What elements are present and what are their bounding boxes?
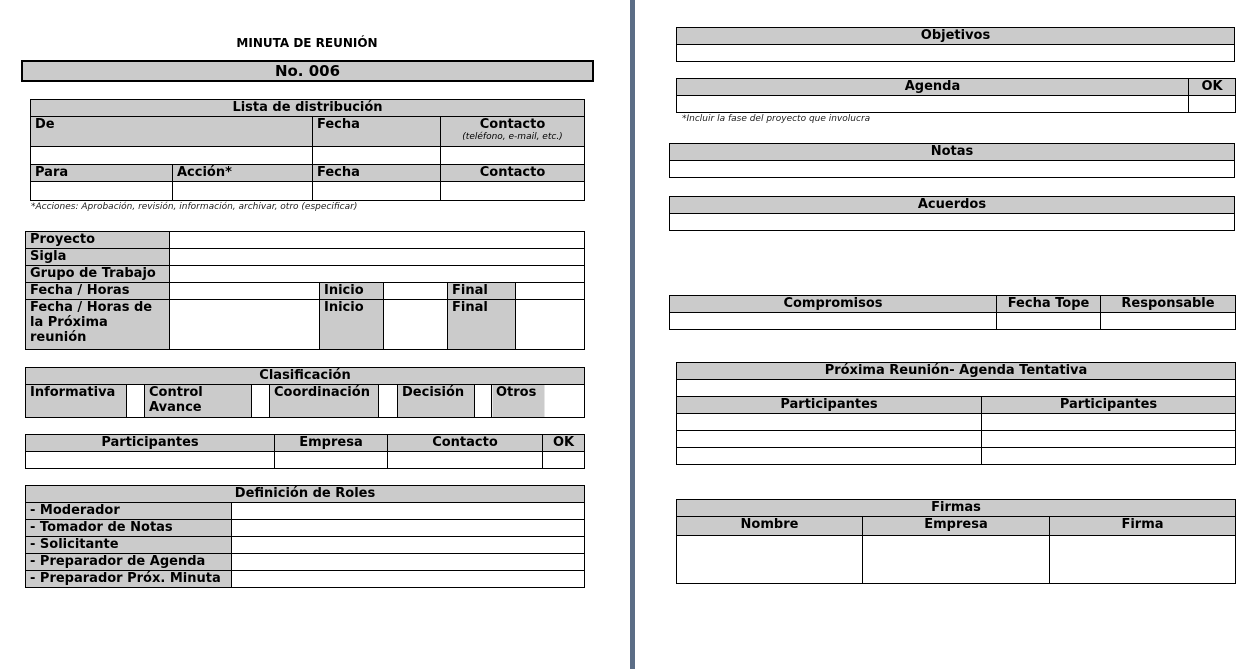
decision-label: Decisión	[398, 385, 475, 418]
next-meeting-table	[676, 362, 1236, 465]
agenda-cell[interactable]	[677, 96, 1189, 113]
contact-header: Contacto	[388, 435, 543, 452]
role-next-minute-label: - Preparador Próx. Minuta	[26, 571, 232, 588]
agreements-table	[669, 196, 1235, 231]
control-label: Control Avance	[145, 385, 252, 418]
participants1-header: Participantes	[677, 397, 982, 414]
agenda-ok-header: OK	[1189, 79, 1236, 96]
decision-checkbox[interactable]	[475, 385, 492, 418]
company-cell[interactable]	[275, 452, 388, 469]
date-header: Fecha	[313, 117, 441, 147]
commitments-header: Compromisos	[670, 296, 997, 313]
objectives-table	[676, 27, 1235, 62]
objectives-title: Objetivos	[677, 28, 1235, 45]
participant-cell[interactable]	[26, 452, 275, 469]
notes-title: Notas	[670, 144, 1235, 161]
control-checkbox[interactable]	[252, 385, 270, 418]
participants2-header: Participantes	[982, 397, 1236, 414]
company-header: Empresa	[863, 517, 1050, 536]
participant-row-cell[interactable]	[982, 448, 1236, 465]
page-divider	[630, 0, 635, 669]
signature-header: Firma	[1050, 517, 1236, 536]
name-header: Nombre	[677, 517, 863, 536]
signature-cell[interactable]	[1050, 536, 1236, 584]
coordination-label: Coordinación	[270, 385, 379, 418]
participant-row-cell[interactable]	[982, 431, 1236, 448]
notes-table	[669, 143, 1235, 178]
actions-note: *Acciones: Aprobación, revisión, información, archivar, otro (especificar)	[31, 202, 358, 212]
classification-title: Clasificación	[26, 368, 585, 385]
role-next-minute-value[interactable]	[232, 571, 585, 588]
participants-header: Participantes	[26, 435, 275, 452]
to-cell[interactable]	[31, 182, 173, 201]
minute-number: No. 006	[21, 60, 594, 82]
role-agenda-label: - Preparador de Agenda	[26, 554, 232, 571]
role-requester-label: - Solicitante	[26, 537, 232, 554]
to-header: Para	[31, 165, 173, 182]
project-value[interactable]	[170, 232, 585, 249]
agreements-cell[interactable]	[670, 214, 1235, 231]
deadline-header: Fecha Tope	[997, 296, 1101, 313]
coordination-checkbox[interactable]	[379, 385, 398, 418]
date-cell[interactable]	[313, 147, 441, 165]
contact-cell[interactable]	[388, 452, 543, 469]
participant-row-cell[interactable]	[982, 414, 1236, 431]
next-meeting-agenda-cell[interactable]	[677, 380, 1236, 397]
signatures-table	[676, 499, 1236, 584]
classification-table	[25, 367, 585, 418]
document-title: MINUTA DE REUNIÓN	[236, 36, 378, 50]
agenda-table	[676, 78, 1236, 113]
workgroup-label: Grupo de Trabajo	[26, 266, 170, 283]
agenda-ok-cell[interactable]	[1189, 96, 1236, 113]
notes-cell[interactable]	[670, 161, 1235, 178]
contact-cell[interactable]	[441, 147, 585, 165]
role-notetaker-label: - Tomador de Notas	[26, 520, 232, 537]
objectives-cell[interactable]	[677, 45, 1235, 62]
action-cell[interactable]	[173, 182, 313, 201]
ok-header: OK	[543, 435, 585, 452]
acronym-value[interactable]	[170, 249, 585, 266]
company-header: Empresa	[275, 435, 388, 452]
contact2-header: Contacto	[441, 165, 585, 182]
participant-row-cell[interactable]	[677, 431, 982, 448]
role-moderator-label: - Moderador	[26, 503, 232, 520]
contact-subtitle: (teléfono, e-mail, etc.)	[462, 132, 563, 142]
roles-table	[25, 485, 585, 588]
responsible-header: Responsable	[1101, 296, 1236, 313]
commitments-table	[669, 295, 1236, 330]
others-label[interactable]: Otros	[492, 385, 585, 418]
role-agenda-value[interactable]	[232, 554, 585, 571]
ok-cell[interactable]	[543, 452, 585, 469]
participant-row-cell[interactable]	[677, 448, 982, 465]
agenda-title: Agenda	[677, 79, 1189, 96]
agreements-title: Acuerdos	[670, 197, 1235, 214]
commitment-cell[interactable]	[670, 313, 997, 330]
role-requester-value[interactable]	[232, 537, 585, 554]
from-header: De	[31, 117, 313, 147]
role-notetaker-value[interactable]	[232, 520, 585, 537]
project-label: Proyecto	[26, 232, 170, 249]
responsible-cell[interactable]	[1101, 313, 1236, 330]
workgroup-value[interactable]	[170, 266, 585, 283]
informative-label: Informativa	[26, 385, 127, 418]
deadline-cell[interactable]	[997, 313, 1101, 330]
next-meeting-label: Fecha / Horas de la Próxima reunión	[26, 300, 170, 350]
project-info-table	[25, 231, 585, 350]
roles-title: Definición de Roles	[26, 486, 585, 503]
participants-table	[25, 434, 585, 469]
next-meeting-title: Próxima Reunión- Agenda Tentativa	[677, 363, 1236, 380]
next-end-label: Final	[448, 300, 516, 350]
date-hours-value[interactable]	[170, 283, 320, 300]
next-start-label: Inicio	[320, 300, 384, 350]
contact2-cell[interactable]	[441, 182, 585, 201]
end-label: Final	[448, 283, 516, 300]
start-value[interactable]	[384, 283, 448, 300]
distribution-list-table	[30, 99, 585, 201]
next-end-value[interactable]	[516, 300, 585, 350]
name-cell[interactable]	[677, 536, 863, 584]
from-cell[interactable]	[31, 147, 313, 165]
end-value[interactable]	[516, 283, 585, 300]
role-moderator-value[interactable]	[232, 503, 585, 520]
date2-header: Fecha	[313, 165, 441, 182]
signatures-title: Firmas	[677, 500, 1236, 517]
distribution-list-title: Lista de distribución	[31, 100, 585, 117]
contact-header: Contacto (teléfono, e-mail, etc.)	[441, 117, 585, 147]
informative-checkbox[interactable]	[127, 385, 145, 418]
action-header: Acción*	[173, 165, 313, 182]
participant-row-cell[interactable]	[677, 414, 982, 431]
date2-cell[interactable]	[313, 182, 441, 201]
acronym-label: Sigla	[26, 249, 170, 266]
start-label: Inicio	[320, 283, 384, 300]
date-hours-label: Fecha / Horas	[26, 283, 170, 300]
next-start-value[interactable]	[384, 300, 448, 350]
next-meeting-value[interactable]	[170, 300, 320, 350]
agenda-note: *Incluir la fase del proyecto que involucra	[682, 114, 871, 124]
company-cell[interactable]	[863, 536, 1050, 584]
